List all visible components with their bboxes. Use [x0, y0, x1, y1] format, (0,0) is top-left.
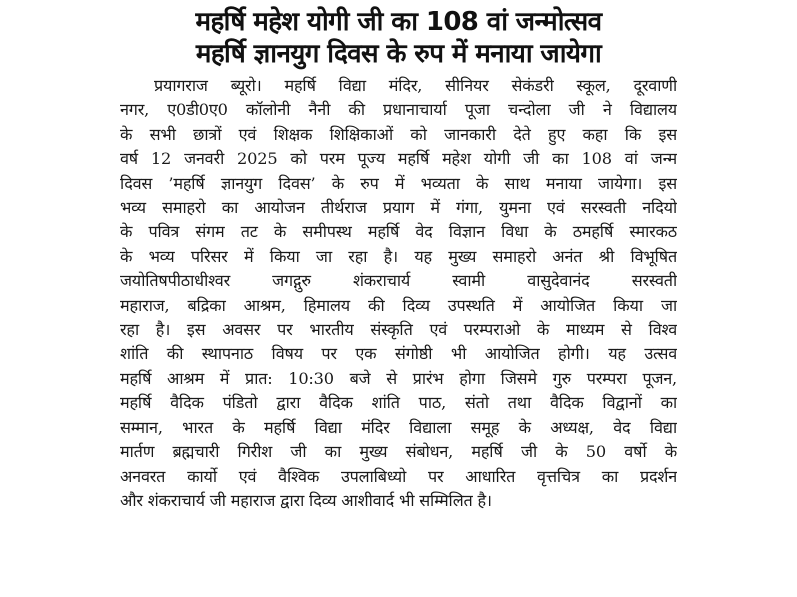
- body-line: मार्तण ब्रह्मचारी गिरीश जी का मुख्य संबोधन, महर्षि जी के 50 वर्षो के: [120, 442, 677, 462]
- newspaper-clipping: [120, 0, 677, 597]
- body-line: अनवरत कार्यो एवं वैश्विक उपलाबिध्यो पर आधारित वृत्तचित्र का प्रदर्शन: [120, 466, 677, 486]
- body-line: नगर, ए0डी0ए0 कॉलोनी नैनी की प्रधानाचार्या पूजा चन्दोला जी ने विद्यालय: [120, 100, 677, 120]
- body-line: महाराज, बद्रिका आश्रम, हिमालय की दिव्य उपस्थति में आयोजित किया जा: [120, 295, 677, 315]
- body-line: सम्मान, भारत के महर्षि विद्या मंदिर विद्याला समूह के अध्यक्ष, वेद विद्या: [120, 417, 677, 437]
- body-line: भव्य समाहरो का आयोजन तीर्थराज प्रयाग में गंगा, युमना एवं सरस्वती नदियो: [120, 198, 677, 218]
- body-line: के सभी छात्रों एवं शिक्षक शिक्षिकाओं को जानकारी देते हुए कहा कि इस: [120, 124, 677, 144]
- body-line: और शंकराचार्य जी महाराज द्वारा दिव्य आशीवार्द भी सम्मिलित है।: [120, 490, 492, 510]
- body-line: दिवस ’महर्षि ज्ञानयुग दिवस’ के रुप में भव्यता के साथ मनाया जायेगा। इस: [120, 173, 677, 193]
- body-line: के पवित्र संगम तट के समीपस्थ महर्षि वेद विज्ञान विधा के ठमहर्षि स्मारकठ: [120, 222, 677, 242]
- body-line: रहा है। इस अवसर पर भारतीय संस्कृति एवं परम्पराओ के माध्यम से विश्व: [120, 320, 677, 340]
- headline-line-1: महर्षि महेश योगी जी का 108 वां जन्मोत्सव: [195, 7, 602, 37]
- body-line: जयोतिषपीठाधीश्वर जगद्गुरु शंकराचार्य स्वामी वासुदेवानंद सरस्वती: [120, 271, 677, 291]
- body-line: प्रयागराज ब्यूरो। महर्षि विद्या मंदिर, सीनियर सेकंडरी स्कूल, दूरवाणी: [154, 76, 677, 95]
- body-line: महर्षि वैदिक पंडितो द्वारा वैदिक शांति पाठ, संतो तथा वैदिक विद्वानों का: [120, 393, 677, 413]
- body-line: शांति की स्थापनाठ विषय पर एक संगोष्ठी भी आयोजित होगी। यह उत्सव: [120, 344, 677, 364]
- body-line: के भव्य परिसर में किया जा रहा है। यह मुख्य समाहरो अनंत श्री विभूषित: [120, 246, 677, 266]
- body-line: वर्ष 12 जनवरी 2025 को परम पूज्य महर्षि महेश योगी जी का 108 वां जन्म: [120, 149, 677, 169]
- headline-line-2: महर्षि ज्ञानयुग दिवस के रुप में मनाया जायेगा: [195, 39, 602, 69]
- body-line: महर्षि आश्रम में प्रात: 10:30 बजे से प्रारंभ होगा जिसमे गुरु परम्परा पूजन,: [120, 368, 677, 388]
- article-body: [120, 74, 677, 513]
